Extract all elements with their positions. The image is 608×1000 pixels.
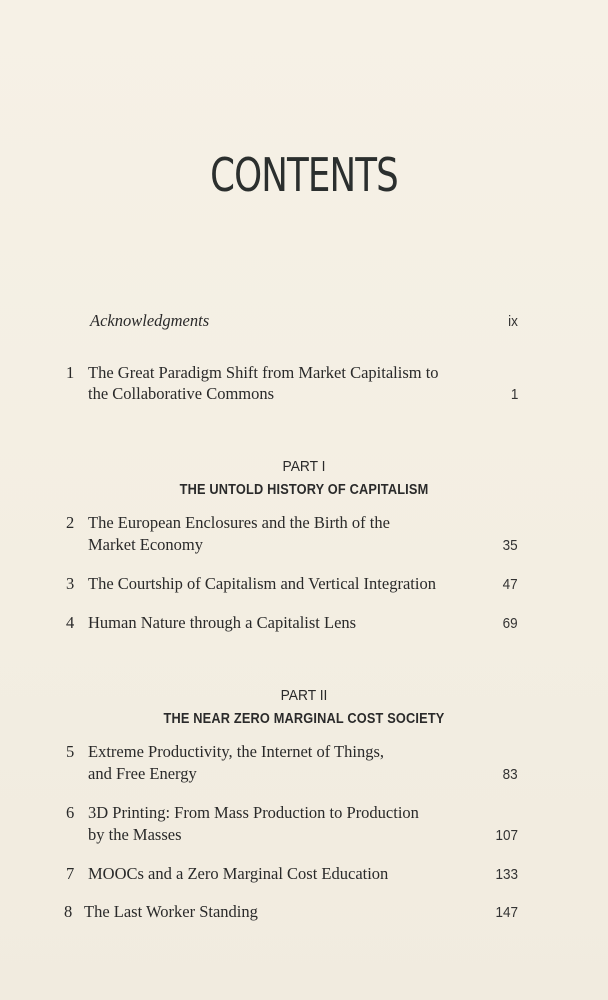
toc-acknowledgments-page: ix [508,313,518,330]
toc-entry-number: 2 [66,513,75,532]
toc-entry-page: 69 [502,615,518,632]
page-title: CONTENTS [210,148,398,202]
toc-entry-number: 5 [66,742,75,761]
toc-entry-title-line: MOOCs and a Zero Marginal Cost Education [88,864,389,883]
toc-entry-page: 83 [502,766,518,783]
toc-entry-page: 35 [502,537,518,554]
toc-entry-number: 4 [66,613,75,632]
toc-entry-title-line: Human Nature through a Capitalist Lens [88,613,357,632]
toc-entry-title-line: The European Enclosures and the Birth of the [88,513,390,532]
toc-entry-title-line: Market Economy [88,535,204,554]
toc-entry-title-line: 3D Printing: From Mass Production to Production [88,803,419,822]
toc-entry-page: 1 [510,386,518,403]
part-label: PART I [282,458,326,475]
toc-entry-title-line: Extreme Productivity, the Internet of Things, [88,742,385,761]
toc-acknowledgments-label: Acknowledgments [90,311,210,330]
toc-entry-title-line: by the Masses [88,825,182,844]
part-label: PART II [280,687,328,704]
toc-entry-page: 47 [502,576,518,593]
toc-entry-number: 6 [66,803,75,822]
toc-entry-number: 7 [66,864,75,883]
toc-entry-page: 107 [495,827,518,844]
toc-entry-title-line: The Courtship of Capitalism and Vertical Integration [88,574,436,593]
toc-entry-title-line: the Collaborative Commons [88,384,275,403]
toc-entry-title-line: and Free Energy [88,764,197,783]
toc-entry-title-line: The Last Worker Standing [84,902,258,921]
part-title: THE UNTOLD HISTORY OF CAPITALISM [179,482,429,498]
toc-entry-page: 147 [495,904,518,921]
toc-entry-number: 8 [64,902,73,921]
toc-entry-number: 1 [66,363,75,382]
toc-entry-page: 133 [495,866,518,883]
toc-entry-title-line: The Great Paradigm Shift from Market Capitalism to [88,363,439,382]
part-title: THE NEAR ZERO MARGINAL COST SOCIETY [163,711,445,727]
toc-entry-number: 3 [66,574,75,593]
